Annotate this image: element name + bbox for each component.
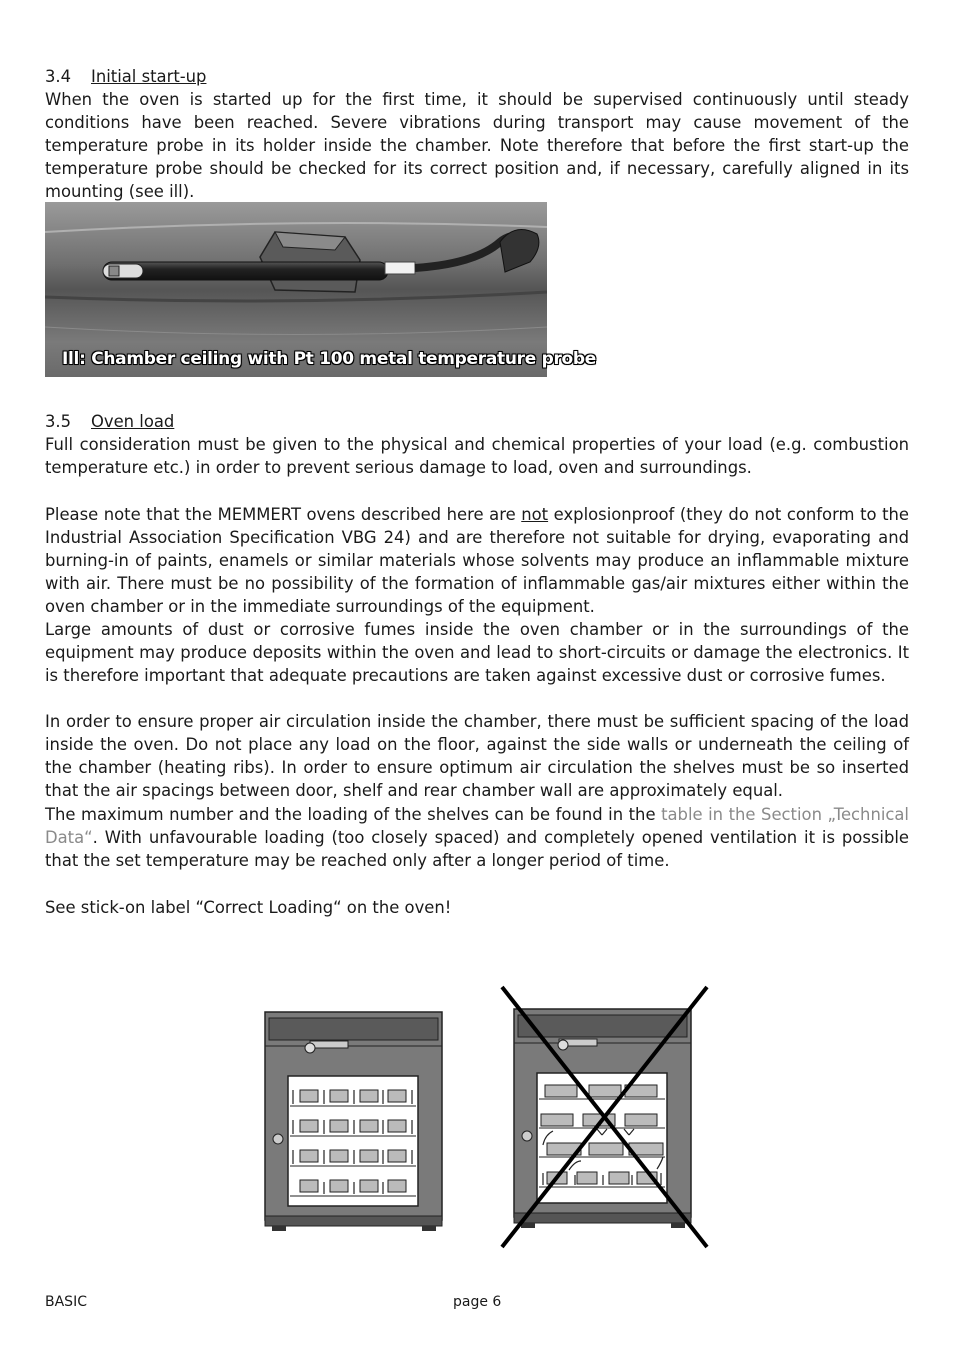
not-emphasis: not xyxy=(521,505,549,524)
section-3-5-heading xyxy=(45,410,174,433)
technical-data-link[interactable]: table in the Section „Technical Data“ xyxy=(45,805,909,847)
paragraph-text: Please note that the MEMMERT ovens described here are xyxy=(45,505,522,524)
footer-model: BASIC xyxy=(45,1294,87,1310)
section-number: 3.4 xyxy=(45,67,72,86)
air-circulation-paragraph: In order to ensure proper air circulation inside the chamber, there must be sufficient spacing of the load inside the oven. Do not place any load on the floor, against the side walls or underneath the ceiling of the chamber (heating ribs). In order to ensure optimum air circulation the shelves must be so inserted that the air spacings between door, shelf and rear chamber wall are approximately equal. xyxy=(45,712,909,800)
paragraph-text: . With unfavourable loading (too closely spaced) and completely opened ventilation it is possible that the set temperature may be reached only after a longer period of time. xyxy=(45,828,909,870)
paragraph-text: explosionproof (they do not conform to the Industrial Association Specification VBG 24) and are therefore not suitable for drying, evaporating and burning-in of paints, enamels or similar materials whose solvents may produce an inflammable mixture with air. There must be no possibility of the formation of inflammable gas/air mixtures either within the oven chamber or in the immediate surroundings of the equipment. xyxy=(45,505,909,616)
max-load-paragraph xyxy=(45,803,909,872)
section-title: Initial start-up xyxy=(91,67,207,86)
section-title: Oven load xyxy=(91,412,175,431)
incorrect-loading-diagram xyxy=(497,985,713,1254)
label-note-paragraph: See stick-on label “Correct Loading“ on the oven! xyxy=(45,898,452,917)
dust-paragraph: Large amounts of dust or corrosive fumes inside the oven chamber or in the surroundings of the equipment may produce deposits within the oven and lead to short-circuits or damage the electronics. It is therefore important that adequate precautions are taken against excessive dust or corrosive fumes. xyxy=(45,620,909,685)
photo-caption: Ill: Chamber ceiling with Pt 100 metal temperature probe xyxy=(62,349,597,369)
correct-loading-diagram xyxy=(262,1010,446,1236)
paragraph-text: The maximum number and the loading of the shelves can be found in the xyxy=(45,805,662,824)
load-consideration-paragraph: Full consideration must be given to the physical and chemical properties of your load (e.g. combustion temperature etc.) in order to prevent serious damage to load, oven and surroundings. xyxy=(45,435,909,477)
initial-startup-paragraph: When the oven is started up for the first time, it should be supervised continuously until steady conditions have been reached. Severe vibrations during transport may cause movement of the temperature probe in its holder inside the chamber. Note therefore that before the first start-up the temperature probe should be checked for its correct position and, if necessary, carefully aligned in its mounting (see ill). xyxy=(45,90,909,201)
page-number: page 6 xyxy=(453,1294,502,1310)
section-3-4-heading xyxy=(45,65,206,88)
explosionproof-paragraph xyxy=(45,503,909,618)
section-number: 3.5 xyxy=(45,412,72,431)
